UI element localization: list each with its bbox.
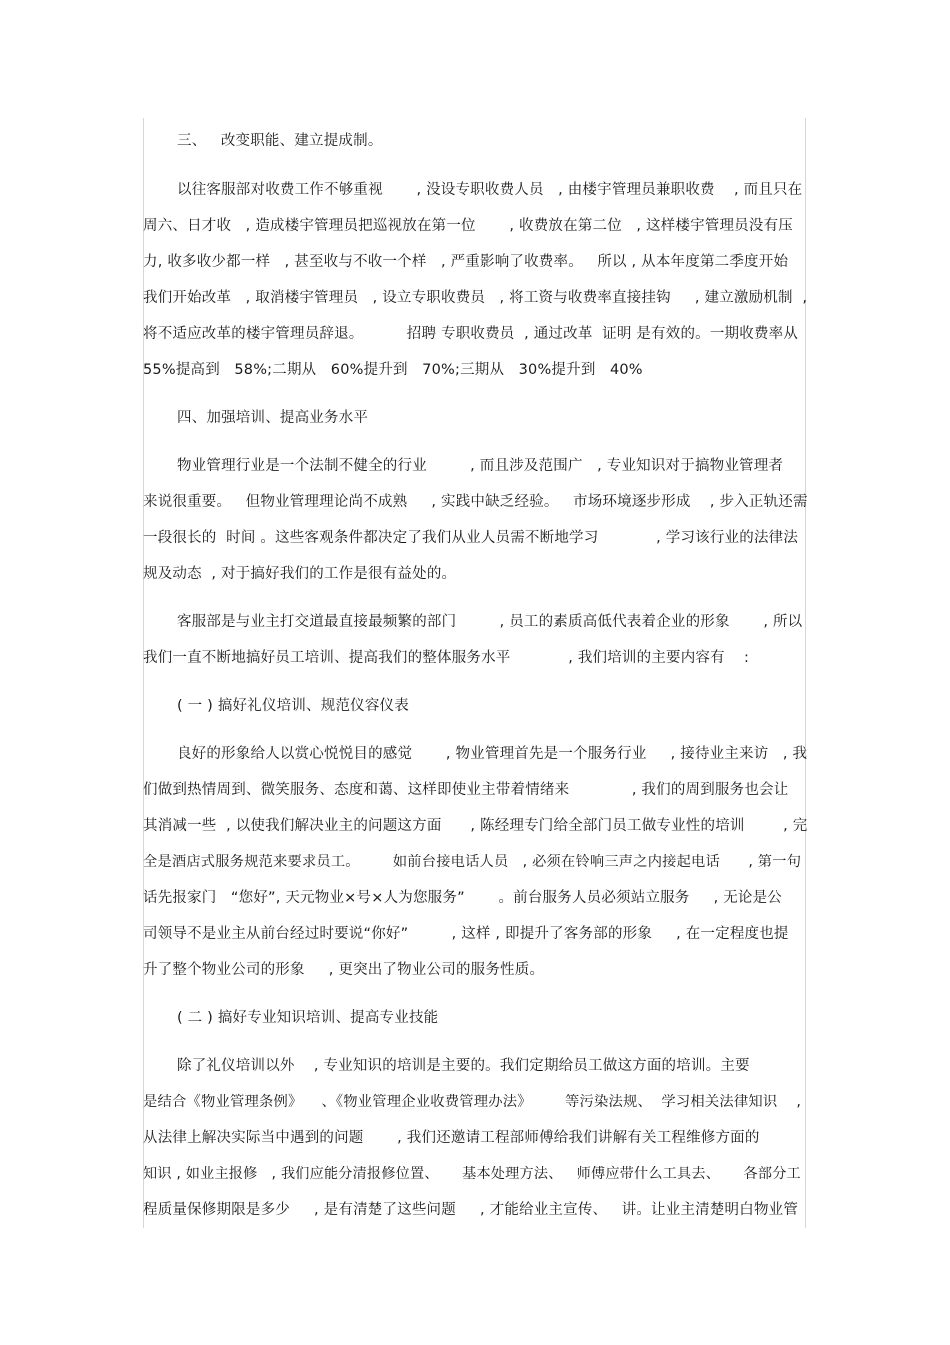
text-line: 全是酒店式服务规范来要求员工。 如前台接电话人员 , 必须在铃响三声之内接起电话 , 第一句	[143, 854, 802, 870]
text-line: 55%提高到 58%;二期从 60%提升到 70%;三期从 30%提升到 40%	[143, 362, 643, 378]
text-line: 物业管理行业是一个法制不健全的行业 , 而且涉及范围广 , 专业知识对于搞物业管理者	[177, 458, 784, 474]
text-line: 从法律上解决实际当中遇到的问题 , 我们还邀请工程部师傅给我们讲解有关工程维修方面的	[143, 1130, 760, 1146]
subsection-heading-2: ( 二 ) 搞好专业知识培训、提高专业技能	[177, 1010, 439, 1026]
text-line: 其消减一些 , 以使我们解决业主的问题这方面 , 陈经理专门给全部门员工做专业性的培训 , 完	[143, 818, 808, 834]
text-line: 我们一直不断地搞好员工培训、提高我们的整体服务水平 , 我们培训的主要内容有 :	[143, 650, 750, 666]
text-line: 以往客服部对收费工作不够重视 , 没设专职收费人员 , 由楼宇管理员兼职收费 , 而且只在	[177, 182, 803, 198]
text-line: 是结合《物业管理条例》 、《物业管理企业收费管理办法》 等污染法规、 学习相关法律知识 ,	[143, 1094, 802, 1110]
text-line: 我们开始改革 , 取消楼宇管理员 , 设立专职收费员 , 将工资与收费率直接挂钩 , 建立激励机制 ,	[143, 290, 808, 306]
text-line: 规及动态 , 对于搞好我们的工作是很有益处的。	[143, 566, 457, 582]
text-line: 客服部是与业主打交道最直接最频繁的部门 , 员工的素质高低代表着企业的形象 , 所以	[177, 614, 803, 630]
text-line: 知识 , 如业主报修 , 我们应能分清报修位置、 基本处理方法、 师傅应带什么工具去、 各部分工	[143, 1166, 801, 1182]
text-line: 来说很重要。 但物业管理理论尚不成熟 , 实践中缺乏经验。 市场环境逐步形成 , 步入正轨还需	[143, 494, 808, 510]
text-line: 升了整个物业公司的形象 , 更突出了物业公司的服务性质。	[143, 962, 545, 978]
section-heading-4: 四、加强培训、提高业务水平	[177, 410, 369, 426]
text-line: 话先报家门 “您好”, 天元物业×号×人为您服务” 。前台服务人员必须站立服务 , 无论是公	[143, 890, 783, 906]
text-line: 们做到热情周到、微笑服务、态度和蔼、这样即使业主带着情绪来 , 我们的周到服务也会让	[143, 782, 789, 798]
text-line: 将不适应改革的楼宇管理员辞退。 招聘 专职收费员 , 通过改革 证明 是有效的。一期收费率从	[143, 326, 799, 342]
text-line: 司领导不是业主从前台经过时要说“你好” , 这样 , 即提升了客务部的形象 , 在一定程度也提	[143, 926, 789, 942]
text-line: 程质量保修期限是多少 , 是有清楚了这些问题 , 才能给业主宣传、 讲。让业主清楚明白物业管	[143, 1202, 799, 1218]
text-line: 周六、日才收 , 造成楼宇管理员把巡视放在第一位 , 收费放在第二位 , 这样楼宇管理员没有压	[143, 218, 793, 234]
subsection-heading-1: ( 一 ) 搞好礼仪培训、规范仪容仪表	[177, 698, 409, 714]
text-line: 一段很长的 时间 。这些客观条件都决定了我们从业人员需不断地学习 , 学习该行业的法律法	[143, 530, 799, 546]
text-line: 良好的形象给人以赏心悦悦目的感觉 , 物业管理首先是一个服务行业 , 接待业主来访 , 我	[177, 746, 808, 762]
text-line: 除了礼仪培训以外 , 专业知识的培训是主要的。我们定期给员工做这方面的培训。主要	[177, 1058, 750, 1074]
text-line: 力, 收多收少都一样 , 甚至收与不收一个样 , 严重影响了收费率。 所以 , 从本年度第二季度开始	[143, 254, 789, 270]
section-heading-3: 三、 改变职能、建立提成制。	[177, 133, 383, 149]
